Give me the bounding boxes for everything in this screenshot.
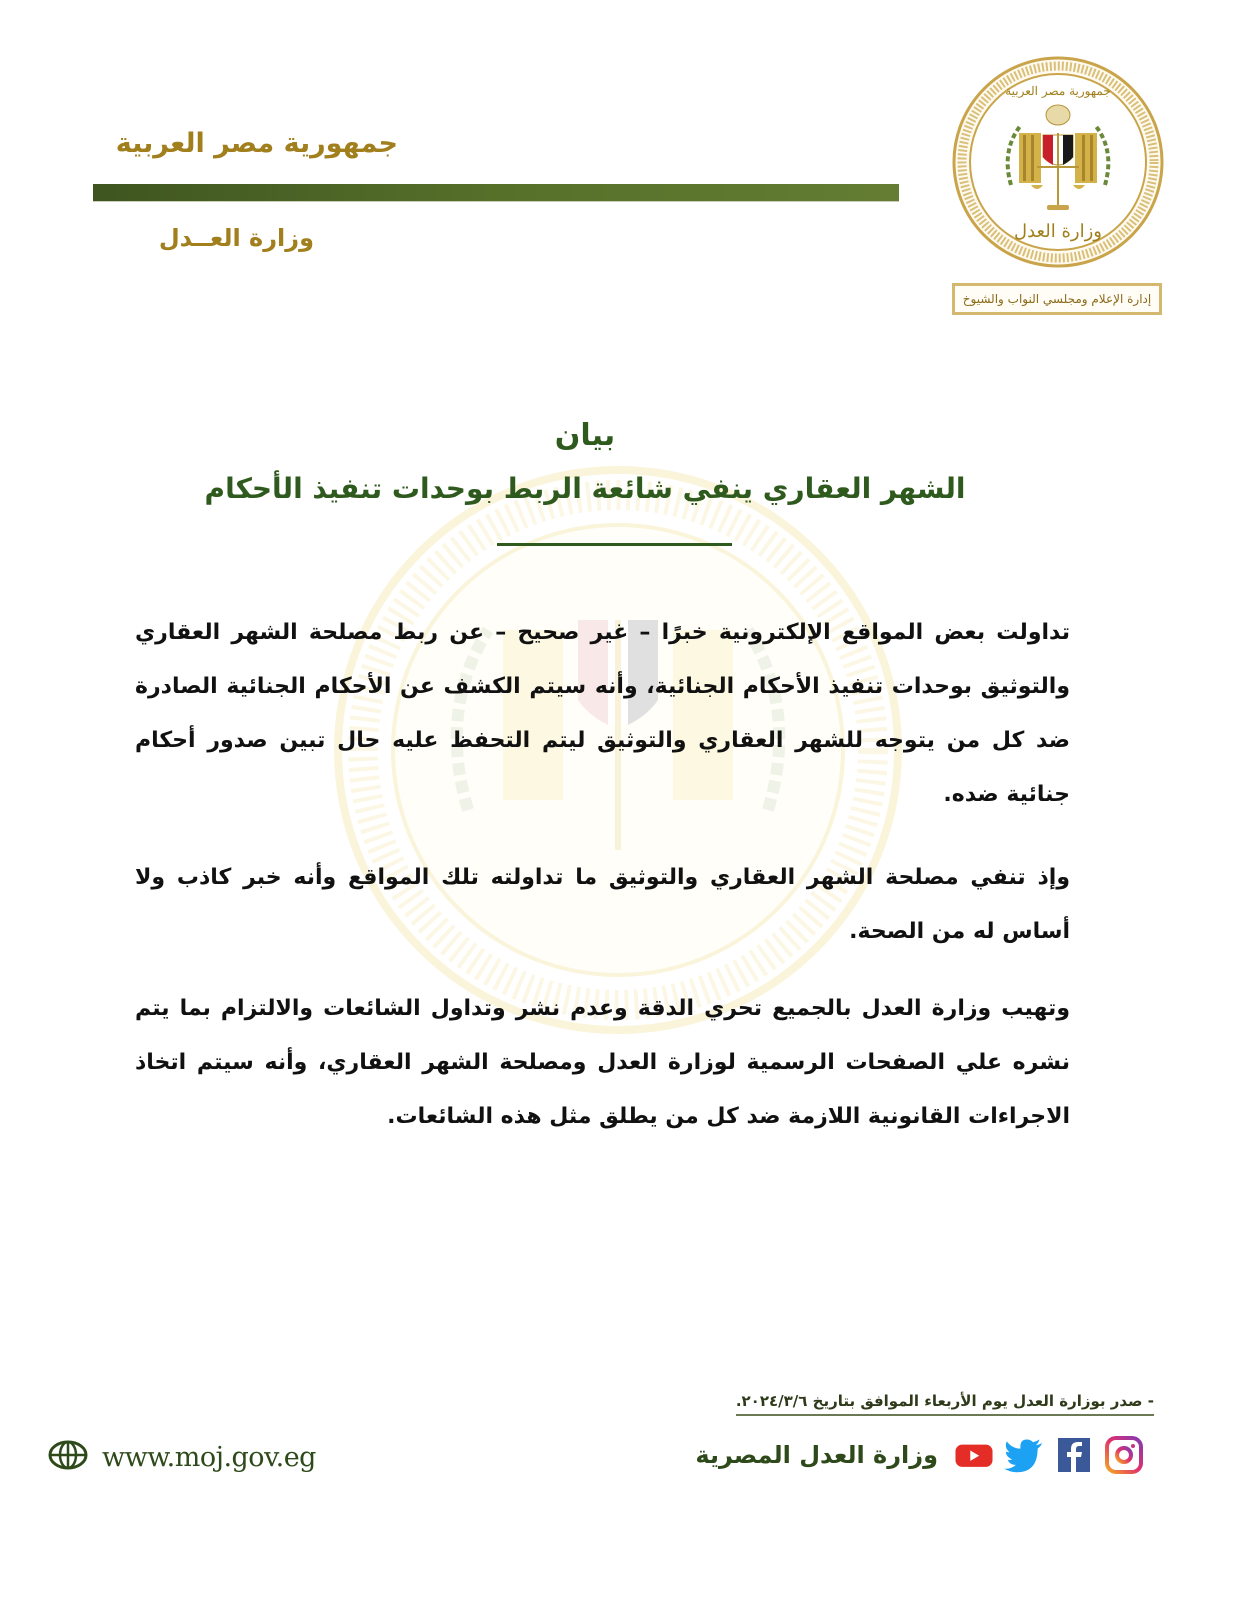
paragraph-2: [135, 851, 1070, 959]
globe-icon: [48, 1440, 88, 1474]
facebook-icon[interactable]: [1054, 1436, 1094, 1474]
header-ministry: وزارة العــدل: [158, 224, 314, 252]
youtube-icon[interactable]: [954, 1436, 994, 1474]
title-underline: [497, 543, 732, 546]
paragraph-text: تداولت بعض المواقع الإلكترونية خبرًا – غير صحيح – عن ربط مصلحة الشهر العقاري والتوثيق بوحدات تنفيذ الأحكام الجنائية، وأنه سيتم الكشف عن الأحكام الجنائية الصادرة ضد كل من يتوجه للشهر العقاري والتوثيق ليتم التحفظ عليه حال تبين صدور أحكام جنائية ضده.: [135, 620, 1070, 807]
website-url[interactable]: www.moj.gov.eg: [102, 1441, 316, 1473]
paragraph-1: [135, 606, 1070, 822]
logo-top-text: جمهورية مصر العربية: [1005, 84, 1111, 98]
twitter-icon[interactable]: [1004, 1436, 1044, 1474]
social-account-name: وزارة العدل المصرية: [695, 1441, 938, 1469]
instagram-icon[interactable]: [1104, 1436, 1144, 1474]
logo-bottom-text: وزارة العدل: [1014, 221, 1102, 242]
document-title: الشهر العقاري ينفي شائعة الربط بوحدات تنفيذ الأحكام: [204, 472, 966, 505]
paragraph-text: وإذ تنفي مصلحة الشهر العقاري والتوثيق ما تداولته تلك المواقع وأنه خبر كاذب ولا أساس له من الصحة.: [135, 865, 1070, 944]
header-divider-bar: [93, 184, 899, 201]
document-type-heading: بيان: [554, 418, 616, 453]
website-link[interactable]: [48, 1440, 316, 1474]
paragraph-text: وتهيب وزارة العدل بالجميع تحري الدقة وعدم نشر وتداول الشائعات والالتزام بما يتم نشره علي الصفحات الرسمية لوزارة العدل ومصلحة الشهر العقاري، وأنه سيتم اتخاذ الاجراءات القانونية اللازمة ضد كل من يطلق مثل هذه الشائعات.: [135, 996, 1070, 1129]
ministry-emblem-logo: [951, 55, 1165, 269]
media-department-label: إدارة الإعلام ومجلسي النواب والشيوخ: [952, 283, 1162, 315]
social-media-bar: [695, 1436, 1144, 1474]
header-country: جمهورية مصر العربية: [115, 128, 398, 159]
issued-date-note: - صدر بوزارة العدل يوم الأربعاء الموافق بتاريخ ٢٠٢٤/٣/٦.: [736, 1392, 1154, 1416]
paragraph-3: [135, 982, 1070, 1144]
